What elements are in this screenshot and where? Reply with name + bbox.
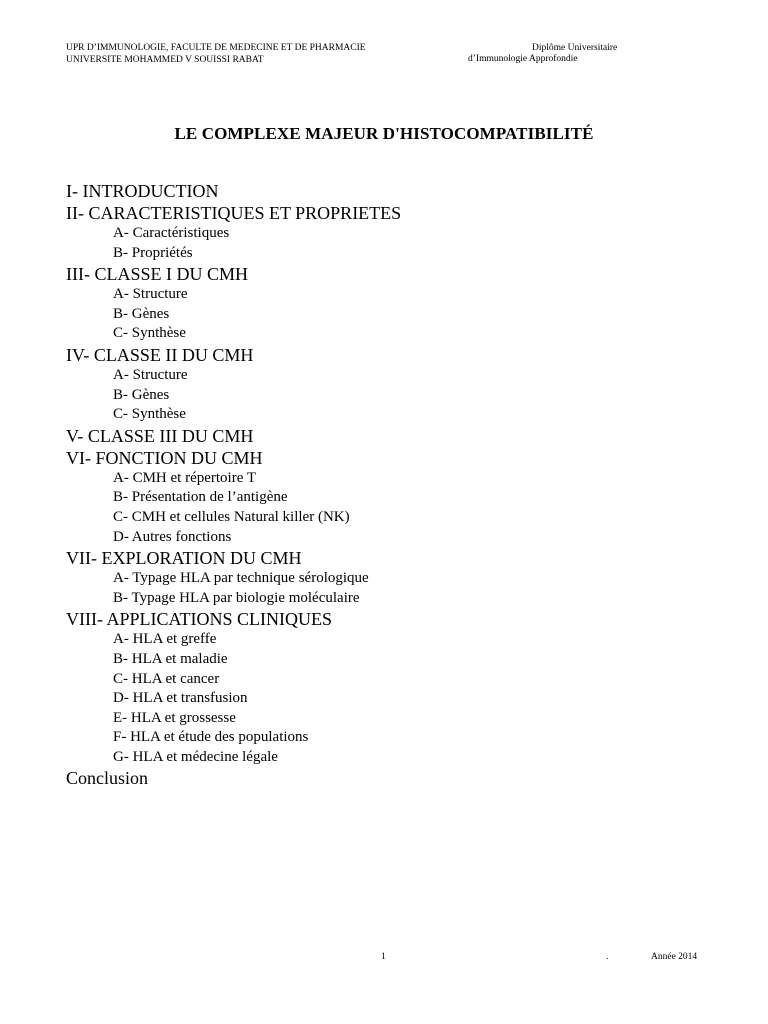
toc-subsection: D- HLA et transfusion <box>113 690 248 707</box>
toc-section <box>66 447 401 547</box>
footer-year: Année 2014 <box>651 952 698 962</box>
toc-subsection: A- Typage HLA par technique sérologique <box>113 570 369 587</box>
toc-section-heading: III- CLASSE I DU CMH <box>66 264 248 285</box>
toc-subsection: C- Synthèse <box>113 406 186 423</box>
toc-section <box>66 425 401 447</box>
toc-subsection: B- Présentation de l’antigène <box>113 489 288 506</box>
toc-subsection: A- Structure <box>113 286 188 303</box>
toc-subsection-list <box>66 366 401 425</box>
toc-subsection: C- CMH et cellules Natural killer (NK) <box>113 508 350 525</box>
toc-subsection-list <box>66 469 401 547</box>
toc-subsection: B- Gènes <box>113 305 170 322</box>
toc-subsection: B- Gènes <box>113 386 170 403</box>
toc-section <box>66 263 401 344</box>
toc-section <box>66 202 401 263</box>
toc-section <box>66 608 401 767</box>
toc-section-heading: IV- CLASSE II DU CMH <box>66 344 254 365</box>
toc-section-heading: VII- EXPLORATION DU CMH <box>66 548 302 569</box>
toc-subsection: B- Propriétés <box>113 244 193 261</box>
toc-section <box>66 344 401 425</box>
toc-section-heading: VI- FONCTION DU CMH <box>66 447 263 468</box>
header-institution-line1: UPR D’IMMUNOLOGIE, FACULTE DE MEDECINE ET DE PHARMACIE <box>66 43 366 53</box>
toc-section-heading: II- CARACTERISTIQUES ET PROPRIETES <box>66 203 402 223</box>
toc-subsection: F- HLA et étude des populations <box>113 729 309 746</box>
toc-subsection: G- HLA et médecine légale <box>113 748 278 765</box>
toc-section-heading: VIII- APPLICATIONS CLINIQUES <box>66 609 332 630</box>
toc-section-heading: V- CLASSE III DU CMH <box>66 425 254 446</box>
toc-section-heading: I- INTRODUCTION <box>66 181 219 201</box>
toc-subsection-list <box>66 569 401 608</box>
toc-subsection: B- HLA et maladie <box>113 650 228 667</box>
toc-subsection: E- HLA et grossesse <box>113 709 236 726</box>
toc-subsection: A- CMH et répertoire T <box>113 469 257 486</box>
document-title: LE COMPLEXE MAJEUR D'HISTOCOMPATIBILITÉ <box>174 124 594 143</box>
toc-section <box>66 767 401 789</box>
toc-subsection: C- Synthèse <box>113 325 186 342</box>
toc-subsection: A- HLA et greffe <box>113 631 217 648</box>
toc-section <box>66 547 401 608</box>
toc-subsection-list <box>66 224 401 263</box>
toc-section-heading: Conclusion <box>66 768 149 789</box>
header-diploma-line1: Diplôme Universitaire <box>532 43 618 53</box>
table-of-contents <box>66 180 401 789</box>
footer-page-number: 1 <box>381 952 386 962</box>
header-institution-line2: UNIVERSITE MOHAMMED V SOUISSI RABAT <box>66 55 264 65</box>
footer-dot: . <box>606 952 609 962</box>
toc-subsection-list <box>66 285 401 344</box>
toc-subsection-list <box>66 630 401 767</box>
toc-section <box>66 180 401 202</box>
toc-subsection: C- HLA et cancer <box>113 670 220 687</box>
header-diploma-line2: d’Immunologie Approfondie <box>468 54 578 64</box>
toc-subsection: A- Caractéristiques <box>113 225 230 241</box>
toc-subsection: A- Structure <box>113 366 188 383</box>
toc-subsection: D- Autres fonctions <box>113 528 232 545</box>
toc-subsection: B- Typage HLA par biologie moléculaire <box>113 589 360 606</box>
header-institution <box>66 42 366 66</box>
